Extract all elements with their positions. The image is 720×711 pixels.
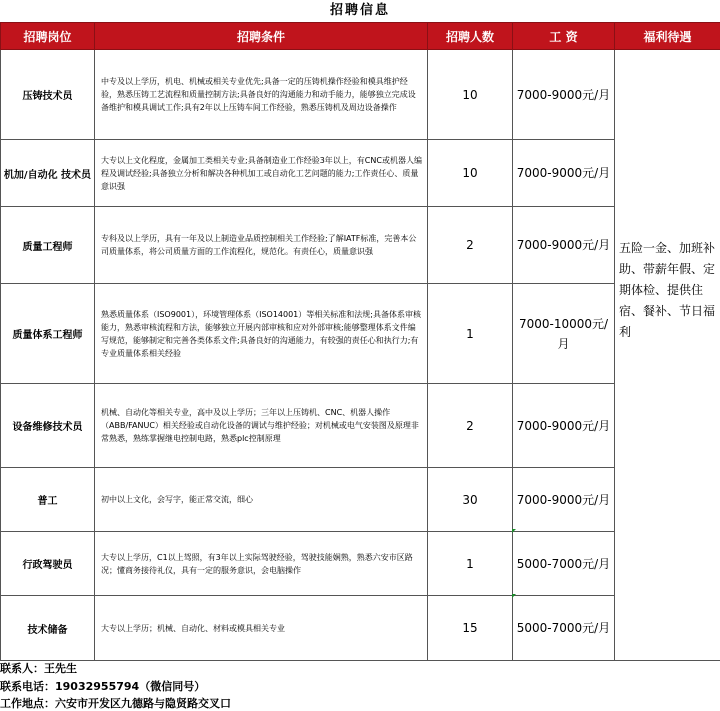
contact-phone: 联系电话：19032955794（微信同号） xyxy=(0,680,206,693)
count-cell: 15 xyxy=(428,596,513,661)
header-count: 招聘人数 xyxy=(428,23,513,50)
header-requirements: 招聘条件 xyxy=(95,23,428,50)
position-cell: 普工 xyxy=(1,468,95,532)
table-row xyxy=(1,284,720,384)
position-cell: 质量体系工程师 xyxy=(1,284,95,384)
salary-cell: 7000-10000元/月 xyxy=(513,284,615,384)
count-cell: 1 xyxy=(428,532,513,596)
table-row xyxy=(1,532,720,596)
count-cell: 10 xyxy=(428,140,513,207)
table-header-row xyxy=(1,23,720,50)
requirements-cell: 专科及以上学历，具有一年及以上制造业品质控制相关工作经验;了解IATF标准，完善本公司质量体系，将公司质量方面的工作流程化，规范化。有责任心，质量意识强 xyxy=(95,207,428,284)
benefits-cell: 五险一金、加班补助、带薪年假、定期体检、提供住宿、餐补、节日福利 xyxy=(615,50,720,532)
position-cell: 行政驾驶员 xyxy=(1,532,95,596)
requirements-cell: 大专以上学历，C1以上驾照，有3年以上实际驾驶经验，驾驶技能娴熟，熟悉六安市区路况；懂商务接待礼仪，具有一定的服务意识，会电脑操作 xyxy=(95,532,428,596)
salary-cell: 5000-7000元/月 xyxy=(513,532,615,596)
table-row xyxy=(1,207,720,284)
count-cell: 30 xyxy=(428,468,513,532)
position-cell: 质量工程师 xyxy=(1,207,95,284)
requirements-cell: 中专及以上学历，机电、机械或相关专业优先;具备一定的压铸机操作经验和模具维护经验，熟悉压铸工艺流程和质量控制方法;具备良好的沟通能力和动手能力，能够独立完成设备维护和模具调试工作;具有2年以上压铸车间工作经验，熟悉压铸机及周边设备操作 xyxy=(95,50,428,140)
table-row xyxy=(1,140,720,207)
salary-cell: 7000-9000元/月 xyxy=(513,384,615,468)
contact-person: 联系人：王先生 xyxy=(0,662,77,675)
header-benefits: 福利待遇 xyxy=(615,23,720,50)
page-title: 招聘信息 xyxy=(329,3,390,18)
requirements-cell: 初中以上文化，会写字，能正常交流，细心 xyxy=(95,468,428,532)
table-row xyxy=(1,384,720,468)
salary-cell: 7000-9000元/月 xyxy=(513,207,615,284)
requirements-cell: 机械、自动化等相关专业，高中及以上学历；三年以上压铸机、CNC、机器人操作（ABB/FANUC）相关经验或自动化设备的调试与维护经验；对机械或电气安装图及原理非常熟悉，熟练掌握继电控制电路，熟悉plc控制原理 xyxy=(95,384,428,468)
salary-cell: 7000-9000元/月 xyxy=(513,140,615,207)
work-address: 工作地点：六安市开发区九德路与隐贤路交叉口 xyxy=(0,697,231,710)
count-cell: 1 xyxy=(428,284,513,384)
header-position: 招聘岗位 xyxy=(1,23,95,50)
salary-cell: 7000-9000元/月 xyxy=(513,468,615,532)
count-cell: 10 xyxy=(428,50,513,140)
header-salary: 工 资 xyxy=(513,23,615,50)
requirements-cell: 大专以上学历；机械、自动化、材料或模具相关专业 xyxy=(95,596,428,661)
position-cell: 机加/自动化 技术员 xyxy=(1,140,95,207)
table-row xyxy=(1,468,720,532)
cell-corner-marker xyxy=(512,594,516,598)
salary-cell: 5000-7000元/月 xyxy=(513,596,615,661)
position-cell: 技术储备 xyxy=(1,596,95,661)
cell-corner-marker xyxy=(512,529,516,533)
requirements-cell: 大专以上文化程度，金属加工类相关专业;具备制造业工作经验3年以上，有CNC或机器人编程及调试经验;具备独立分析和解决各种机加工或自动化工艺问题的能力;工作责任心、质量意识强 xyxy=(95,140,428,207)
position-cell: 设备维修技术员 xyxy=(1,384,95,468)
table-row xyxy=(1,596,720,661)
benefits-empty-cell xyxy=(615,532,720,661)
requirements-cell: 熟悉质量体系（ISO9001），环境管理体系（ISO14001）等相关标准和法规;具备体系审核能力，熟悉审核流程和方法，能够独立开展内部审核和应对外部审核;能够整理体系文件编写规范，能够制定和完善各类体系文件;具备良好的沟通能力，有较强的责任心和执行力;有专业质量体系相关经验 xyxy=(95,284,428,384)
recruitment-table xyxy=(0,22,720,661)
position-cell: 压铸技术员 xyxy=(1,50,95,140)
count-cell: 2 xyxy=(428,384,513,468)
table-row xyxy=(1,50,720,140)
count-cell: 2 xyxy=(428,207,513,284)
salary-cell: 7000-9000元/月 xyxy=(513,50,615,140)
